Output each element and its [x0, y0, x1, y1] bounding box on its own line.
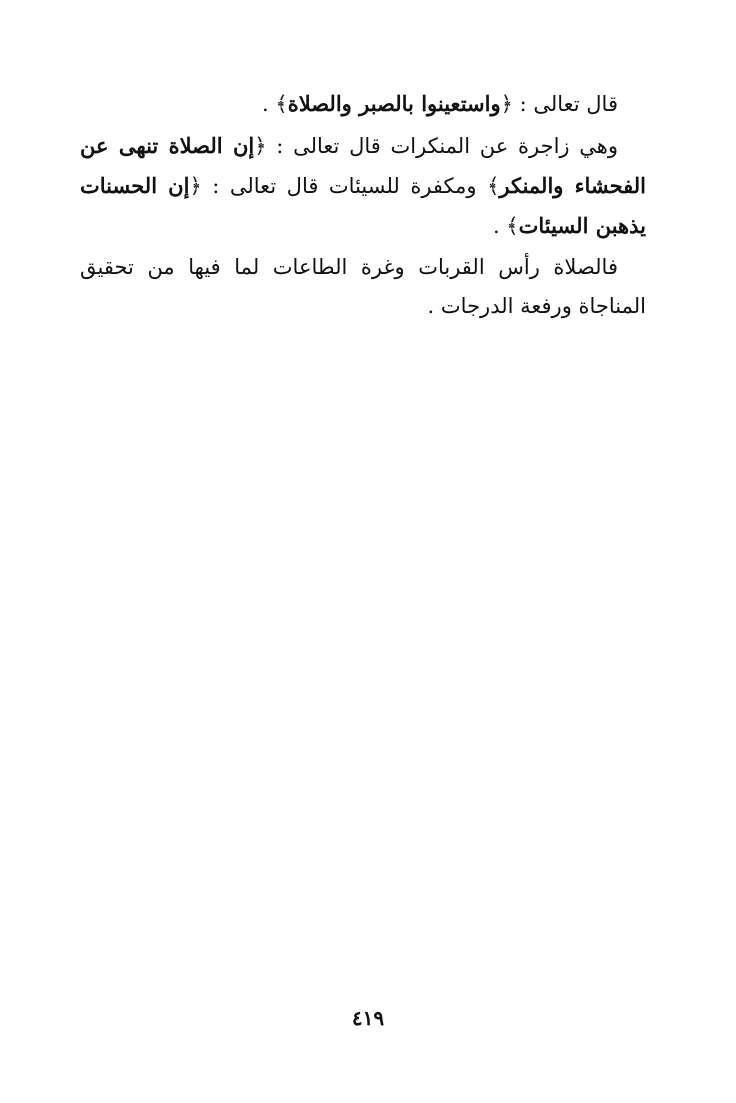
text-segment: فالصلاة رأس القربات وغرة الطاعات لما فيها من تحقيق المناجاة ورفعة الدرجات . — [80, 255, 646, 318]
text-segment: . — [492, 214, 507, 238]
text-segment: ومكفرة للسيئات قال تعالى : — [201, 174, 488, 198]
ornate-bracket-close: ﴾ — [275, 92, 288, 116]
text-segment: قال تعالى : — [512, 92, 618, 116]
quran-verse: إن الصلاة تنهى عن الفحشاء والمنكر — [80, 133, 647, 198]
quran-verse: واستعينوا بالصبر والصلاة — [287, 91, 501, 116]
ornate-bracket-close: ﴾ — [506, 214, 519, 238]
paragraph-1 — [80, 84, 646, 124]
text-segment: وهي زاجرة عن المنكرات قال تعالى : — [266, 134, 619, 158]
ornate-bracket-open: ﴿ — [254, 134, 267, 158]
paragraph-3 — [80, 248, 646, 326]
ornate-bracket-close: ﴾ — [487, 174, 500, 198]
page-number: ٤١٩ — [351, 1006, 385, 1030]
text-segment: . — [262, 92, 276, 116]
ornate-bracket-open: ﴿ — [500, 92, 513, 116]
ornate-bracket-open: ﴿ — [189, 174, 202, 198]
paragraph-2 — [80, 126, 646, 246]
quran-verse: إن الحسنات يذهبن السيئات — [80, 173, 646, 238]
body-text — [80, 84, 646, 326]
